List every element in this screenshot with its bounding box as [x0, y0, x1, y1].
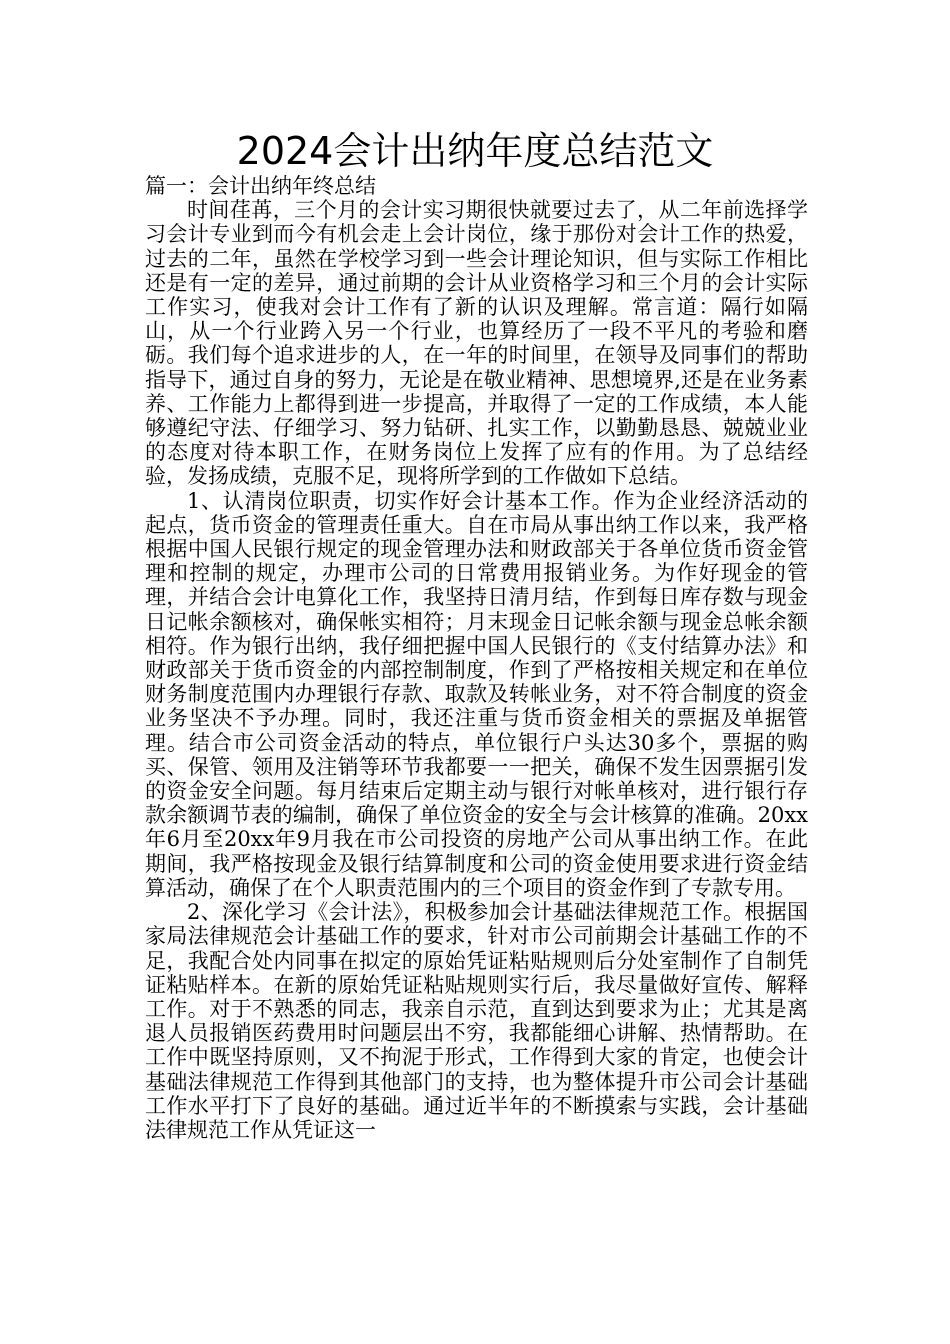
paragraph: 时间荏苒，三个月的会计实习期很快就要过去了，从二年前选择学习会计专业到而今有机会走上会计岗位，缘于那份对会计工作的热爱，过去的二年，虽然在学校学习到一些会计理论知识，但与实际工作相比还是有一定的差异，通过前期的会计从业资格学习和三个月的会计实际工作实习，使我对会计工作有了新的认识及理解。常言道：隔行如隔山，从一个行业跨入另一个行业，也算经历了一段不平凡的考验和磨砺。我们每个追求进步的人，在一年的时间里，在领导及同事们的帮助指导下，通过自身的努力，无论是在敬业精神、思想境界,还是在业务素养、工作能力上都得到进一步提高，并取得了一定的工作成绩，本人能够遵纪守法、仔细学习、努力钻研、扎实工作，以勤勤恳恳、兢兢业业的态度对待本职工作，在财务岗位上发挥了应有的作用。为了总结经验，发扬成绩，克服不足，现将所学到的工作做如下总结。 [145, 198, 808, 489]
document-body [145, 174, 808, 1142]
paragraph: 1、认清岗位职责，切实作好会计基本工作。作为企业经济活动的起点，货币资金的管理责任重大。自在市局从事出纳工作以来，我严格根据中国人民银行规定的现金管理办法和财政部关于各单位货币资金管理和控制的规定，办理市公司的日常费用报销业务。为作好现金的管理，并结合会计电算化工作，我坚持日清月结，作到每日库存数与现金日记帐余额核对，确保帐实相符；月末现金日记帐余额与现金总帐余额相符。作为银行出纳，我仔细把握中国人民银行的《支付结算办法》和财政部关于货币资金的内部控制制度，作到了严格按相关规定和在单位财务制度范围内办理银行存款、取款及转帐业务，对不符合制度的资金业务坚决不予办理。同时，我还注重与货币资金相关的票据及单据管理。结合市公司资金活动的特点，单位银行户头达30多个，票据的购买、保管、领用及注销等环节我都要一一把关，确保不发生因票据引发的资金安全问题。每月结束后定期主动与银行对帐单核对，进行银行存款余额调节表的编制，确保了单位资金的安全与会计核算的准确。20xx年6月至20xx年9月我在市公司投资的房地产公司从事出纳工作。在此期间，我严格按现金及银行结算制度和公司的资金使用要求进行资金结算活动，确保了在个人职责范围内的三个项目的资金作到了专款专用。 [145, 488, 808, 900]
document-title: 2024会计出纳年度总结范文 [236, 129, 714, 173]
section-heading: 篇一：会计出纳年终总结 [145, 174, 376, 198]
paragraph: 2、深化学习《会计法》，积极参加会计基础法律规范工作。根据国家局法律规范会计基础工作的要求，针对市公司前期会计基础工作的不足，我配合处内同事在拟定的原始凭证粘贴规则后分处室制作了自制凭证粘贴样本。在新的原始凭证粘贴规则实行后，我尽量做好宣传、解释工作。对于不熟悉的同志，我亲自示范，直到达到要求为止；尤其是离退人员报销医药费用时问题层出不穷，我都能细心讲解、热情帮助。在工作中既坚持原则，又不拘泥于形式，工作得到大家的肯定，也使会计基础法律规范工作得到其他部门的支持，也为整体提升市公司会计基础工作水平打下了良好的基础。通过近半年的不断摸索与实践，会计基础法律规范工作从凭证这一 [145, 900, 808, 1142]
